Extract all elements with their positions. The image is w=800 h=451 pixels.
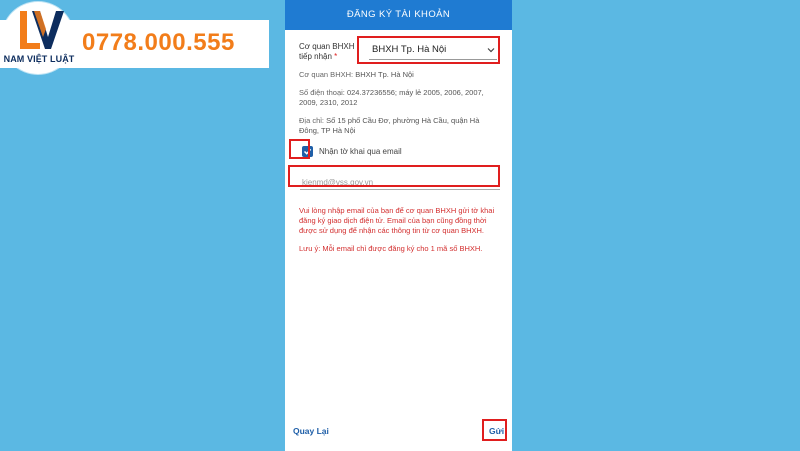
agency-name-value: BHXH Tp. Hà Nội [355, 70, 414, 79]
agency-label-line2: tiếp nhận [299, 52, 332, 61]
agency-select[interactable] [369, 40, 497, 60]
agency-address-info [299, 116, 498, 136]
email-notice: Vui lòng nhập email của bạn để cơ quan BHXH gửi tờ khai đăng ký giao dịch điện tử. Email của bạn cũng đồng thời được sử dụng để nhận các thông tin từ cơ quan BHXH. [299, 206, 495, 235]
email-checkbox[interactable] [302, 146, 313, 157]
email-field[interactable] [300, 176, 500, 190]
agency-field-label [299, 42, 361, 62]
logo-mark-icon [10, 7, 66, 57]
phone-screen [285, 0, 512, 451]
agency-label-line1: Cơ quan BHXH [299, 42, 355, 51]
agency-phone-label: Số điện thoại: [299, 88, 345, 97]
agency-name-label: Cơ quan BHXH: [299, 70, 354, 79]
email-field-row [293, 170, 504, 196]
checkmark-icon [303, 147, 312, 156]
page-title: ĐĂNG KÝ TÀI KHOẢN [285, 0, 512, 30]
hotline-number: 0778.000.555 [82, 29, 235, 56]
agency-select-value: BHXH Tp. Hà Nội [372, 44, 447, 55]
chevron-down-icon [487, 46, 495, 54]
email-note: Lưu ý: Mỗi email chỉ được đăng ký cho 1 mã số BHXH. [299, 244, 483, 253]
agency-phone-info [299, 88, 498, 108]
agency-name-info [299, 70, 498, 80]
back-button[interactable]: Quay Lại [293, 426, 329, 436]
company-logo [2, 2, 74, 74]
registration-form [285, 30, 512, 254]
required-mark: * [334, 52, 338, 61]
email-option-row [293, 144, 504, 164]
send-button[interactable]: Gửi [489, 426, 505, 436]
brand-banner [0, 20, 269, 68]
email-checkbox-label: Nhận tờ khai qua email [319, 147, 402, 156]
agency-address-value: Số 15 phố Cầu Đơ, phường Hà Cầu, quận Hà Đông, TP Hà Nội [299, 116, 480, 135]
company-name: NAM VIỆT LUẬT [3, 54, 75, 64]
agency-phone-value: 024.37236556; máy lẻ 2005, 2006, 2007, 2009, 2310, 2012 [299, 88, 484, 107]
agency-select-row [293, 30, 504, 66]
agency-address-label: Địa chỉ: [299, 116, 325, 125]
